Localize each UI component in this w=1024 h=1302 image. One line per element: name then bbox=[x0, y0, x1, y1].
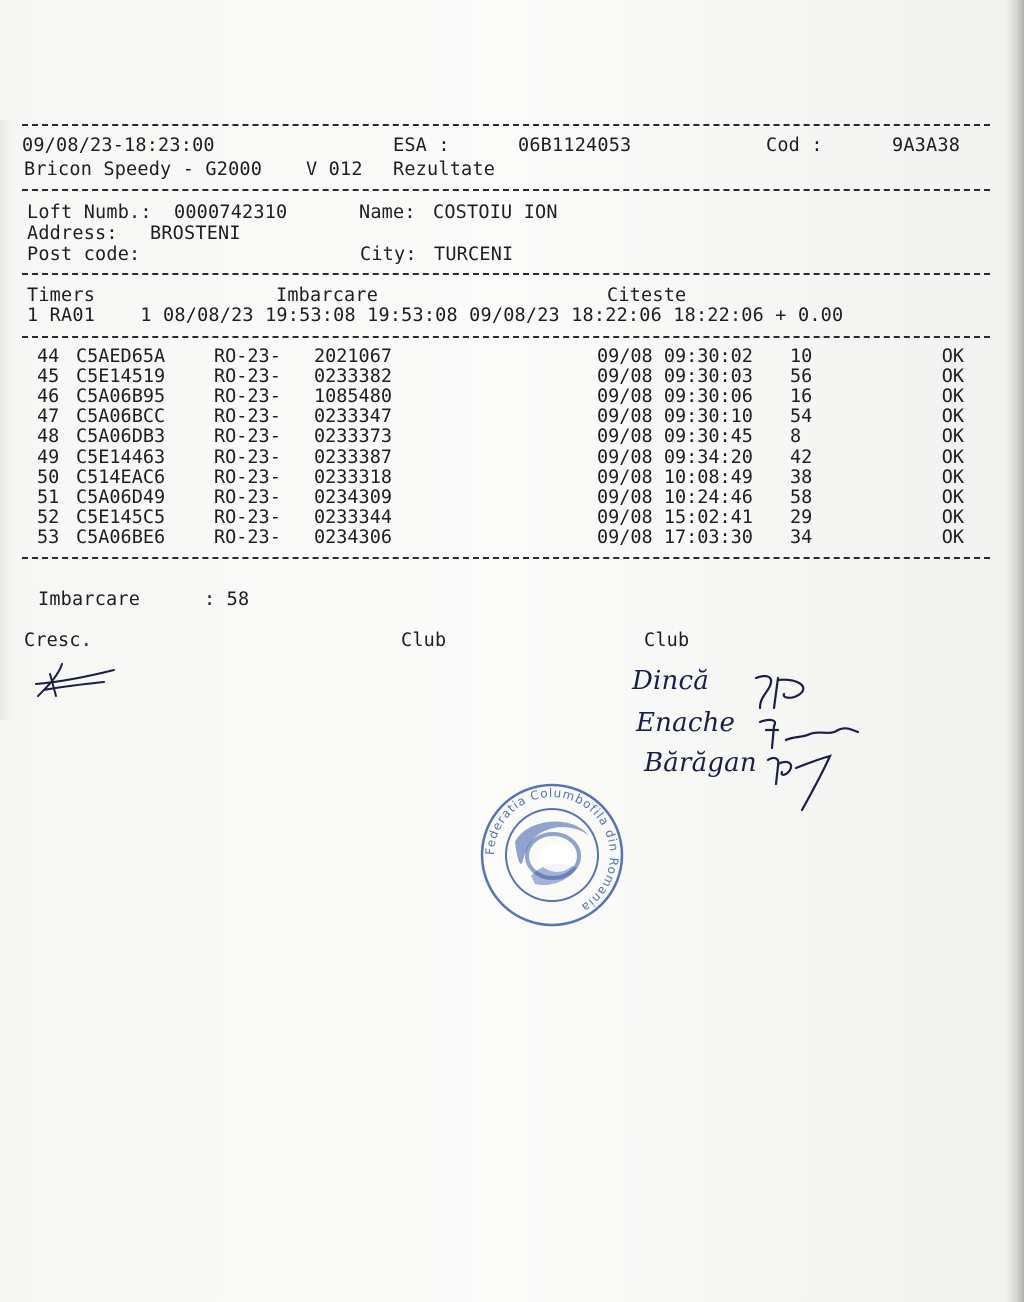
table-row bbox=[0, 528, 1024, 548]
result-ring-prefix: RO-23- bbox=[214, 426, 281, 448]
federation-stamp bbox=[477, 780, 627, 930]
result-chip-id: C5A06BCC bbox=[76, 406, 166, 428]
result-arrival-time: 09/08 09:30:03 bbox=[597, 366, 753, 388]
result-chip-id: C5E145C5 bbox=[76, 506, 166, 528]
result-number: 10 bbox=[790, 346, 813, 367]
handwritten-name-1: Dincă bbox=[632, 666, 709, 696]
result-status: OK bbox=[941, 386, 964, 408]
result-ring-prefix: RO-23- bbox=[214, 526, 281, 548]
result-status: OK bbox=[941, 346, 964, 367]
result-arrival-time: 09/08 09:30:10 bbox=[597, 406, 753, 428]
result-ring-prefix: RO-23- bbox=[214, 466, 281, 488]
timers-label: Timers bbox=[27, 285, 96, 306]
result-ring-prefix: RO-23- bbox=[214, 446, 281, 468]
result-chip-id: C514EAC6 bbox=[76, 466, 166, 488]
result-arrival-time: 09/08 09:30:45 bbox=[597, 426, 753, 448]
result-position: 44 bbox=[37, 346, 60, 367]
result-number: 54 bbox=[790, 406, 813, 428]
result-status: OK bbox=[941, 426, 964, 448]
result-chip-id: C5AED65A bbox=[76, 346, 166, 367]
esa-label: ESA : bbox=[393, 135, 450, 156]
result-ring-number: 0233382 bbox=[314, 366, 392, 388]
table-row bbox=[0, 427, 1024, 447]
table-row bbox=[0, 347, 1024, 367]
result-number: 34 bbox=[790, 526, 813, 548]
result-number: 58 bbox=[790, 486, 813, 508]
result-chip-id: C5A06B95 bbox=[76, 386, 166, 408]
result-number: 38 bbox=[790, 466, 813, 488]
table-row bbox=[0, 387, 1024, 407]
loft-value: 0000742310 bbox=[174, 202, 288, 223]
result-ring-prefix: RO-23- bbox=[214, 486, 281, 508]
result-arrival-time: 09/08 17:03:30 bbox=[597, 526, 753, 548]
separator-results bbox=[22, 557, 990, 559]
result-position: 50 bbox=[37, 466, 60, 488]
result-number: 16 bbox=[790, 386, 813, 408]
result-position: 52 bbox=[37, 506, 60, 528]
result-position: 45 bbox=[37, 366, 60, 388]
result-ring-prefix: RO-23- bbox=[214, 346, 281, 367]
city-value: TURCENI bbox=[434, 244, 514, 265]
result-number: 29 bbox=[790, 506, 813, 528]
breeder-signature bbox=[30, 656, 120, 706]
result-ring-number: 0233387 bbox=[314, 446, 392, 468]
result-ring-number: 0233347 bbox=[314, 406, 392, 428]
result-chip-id: C5A06D49 bbox=[76, 486, 166, 508]
cresc-label: Cresc. bbox=[24, 630, 93, 651]
result-status: OK bbox=[941, 486, 964, 508]
name-value: COSTOIU ION bbox=[433, 202, 558, 223]
result-ring-number: 0233318 bbox=[314, 466, 392, 488]
result-ring-number: 0233373 bbox=[314, 426, 392, 448]
result-number: 42 bbox=[790, 446, 813, 468]
club-signatures-initials bbox=[730, 664, 990, 814]
result-ring-number: 0234309 bbox=[314, 486, 392, 508]
result-ring-number: 1085480 bbox=[314, 386, 392, 408]
result-chip-id: C5E14519 bbox=[76, 366, 166, 388]
result-ring-prefix: RO-23- bbox=[214, 366, 281, 388]
city-label: City: bbox=[360, 244, 417, 265]
result-status: OK bbox=[941, 366, 964, 388]
result-position: 53 bbox=[37, 526, 60, 548]
citeste-header: Citeste bbox=[607, 285, 687, 306]
report-datetime: 09/08/23-18:23:00 bbox=[22, 135, 215, 156]
address-label: Address: bbox=[27, 223, 118, 244]
result-ring-number: 0234306 bbox=[314, 526, 392, 548]
club-label-2: Club bbox=[644, 630, 690, 651]
result-position: 48 bbox=[37, 426, 60, 448]
address-value: BROSTENI bbox=[150, 223, 241, 244]
result-chip-id: C5E14463 bbox=[76, 446, 166, 468]
result-position: 49 bbox=[37, 446, 60, 468]
name-label: Name: bbox=[359, 202, 416, 223]
loft-label: Loft Numb.: bbox=[27, 202, 152, 223]
result-arrival-time: 09/08 10:08:49 bbox=[597, 466, 753, 488]
separator-header bbox=[22, 189, 990, 191]
separator-owner bbox=[22, 273, 990, 275]
cod-value: 9A3A38 bbox=[892, 135, 961, 156]
result-arrival-time: 09/08 15:02:41 bbox=[597, 506, 753, 528]
device-name: Bricon Speedy - G2000 bbox=[24, 159, 263, 180]
result-status: OK bbox=[941, 406, 964, 428]
result-arrival-time: 09/08 10:24:46 bbox=[597, 486, 753, 508]
result-ring-number: 0233344 bbox=[314, 506, 392, 528]
result-ring-prefix: RO-23- bbox=[214, 386, 281, 408]
postcode-label: Post code: bbox=[27, 244, 141, 265]
result-chip-id: C5A06BE6 bbox=[76, 526, 166, 548]
table-row bbox=[0, 508, 1024, 528]
result-arrival-time: 09/08 09:34:20 bbox=[597, 446, 753, 468]
imbarcare-header: Imbarcare bbox=[276, 285, 379, 306]
imbarcare-total-value: : 58 bbox=[204, 589, 250, 610]
handwritten-name-3: Bărăgan bbox=[644, 748, 757, 778]
stamp-text: Federatia Columbofila din Romania bbox=[482, 785, 622, 916]
esa-value: 06B1124053 bbox=[518, 135, 632, 156]
scan-edge-right bbox=[1006, 0, 1024, 1302]
separator-timers bbox=[22, 336, 990, 338]
result-number: 8 bbox=[790, 426, 802, 448]
result-arrival-time: 09/08 09:30:02 bbox=[597, 346, 753, 367]
result-number: 56 bbox=[790, 366, 813, 388]
club-label-1: Club bbox=[401, 630, 447, 651]
report-title: Rezultate bbox=[393, 159, 496, 180]
imbarcare-total-label: Imbarcare bbox=[38, 589, 141, 610]
separator-top bbox=[22, 124, 990, 126]
result-status: OK bbox=[941, 526, 964, 548]
table-row bbox=[0, 468, 1024, 488]
table-row bbox=[0, 407, 1024, 427]
table-row bbox=[0, 367, 1024, 387]
result-position: 47 bbox=[37, 406, 60, 428]
result-position: 46 bbox=[37, 386, 60, 408]
result-ring-prefix: RO-23- bbox=[214, 406, 281, 428]
result-ring-number: 2021067 bbox=[314, 346, 392, 367]
result-ring-prefix: RO-23- bbox=[214, 506, 281, 528]
table-row bbox=[0, 488, 1024, 508]
result-status: OK bbox=[941, 466, 964, 488]
result-arrival-time: 09/08 09:30:06 bbox=[597, 386, 753, 408]
result-status: OK bbox=[941, 506, 964, 528]
table-row bbox=[0, 448, 1024, 468]
cod-label: Cod : bbox=[766, 135, 823, 156]
handwritten-name-2: Enache bbox=[636, 708, 736, 738]
result-status: OK bbox=[941, 446, 964, 468]
timer-line: 1 RA01 1 08/08/23 19:53:08 19:53:08 09/08/23 18:22:06 18:22:06 + 0.00 bbox=[27, 305, 844, 326]
device-version: V 012 bbox=[306, 159, 363, 180]
result-position: 51 bbox=[37, 486, 60, 508]
result-chip-id: C5A06DB3 bbox=[76, 426, 166, 448]
